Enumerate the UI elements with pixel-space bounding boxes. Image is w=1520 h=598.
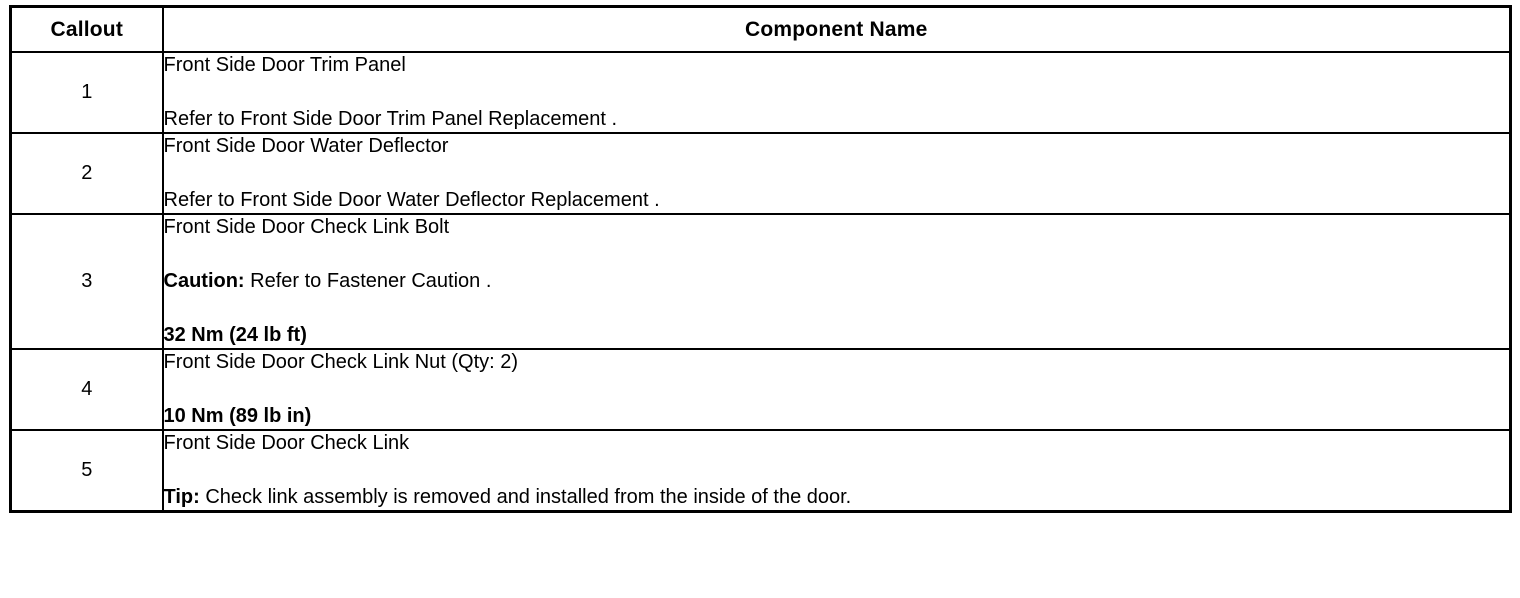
description-text: Check link assembly is removed and installed from the inside of the door. [199,486,852,508]
description-line [164,431,1510,456]
description-text: Front Side Door Check Link Bolt [163,216,450,238]
component-description [163,349,1511,430]
column-header-component-name: Component Name [163,7,1511,53]
table-row [11,133,1511,214]
description-text: Front Side Door Check Link [163,432,410,454]
torque-spec: 32 Nm (24 lb ft) [163,324,307,346]
column-header-callout: Callout [11,7,163,53]
description-line [164,215,1510,240]
component-description [163,214,1511,349]
description-line-tip [164,485,1510,510]
table-body [11,52,1511,512]
description-text: Refer to Fastener Caution . [244,270,492,292]
callout-number: 1 [11,52,163,133]
component-table [9,5,1512,513]
description-text: Front Side Door Trim Panel [163,54,406,76]
description-text: Refer to Front Side Door Water Deflector Replacement . [163,189,660,211]
torque-spec: 10 Nm (89 lb in) [163,405,312,427]
caution-label: Caution: [163,270,245,292]
table-row [11,214,1511,349]
table-row [11,52,1511,133]
table-row [11,349,1511,430]
description-line [164,350,1510,375]
description-line [164,188,1510,213]
table-row [11,430,1511,512]
description-line [164,107,1510,132]
callout-number: 3 [11,214,163,349]
callout-number: 4 [11,349,163,430]
tip-label: Tip: [163,486,200,508]
description-text: Refer to Front Side Door Trim Panel Replacement . [163,108,618,130]
callout-number: 2 [11,133,163,214]
component-description [163,133,1511,214]
description-text: Front Side Door Water Deflector [163,135,449,157]
component-description [163,430,1511,512]
callout-number: 5 [11,430,163,512]
description-text: Front Side Door Check Link Nut (Qty: 2) [163,351,519,373]
description-line-caution [164,269,1510,294]
description-line [164,134,1510,159]
component-description [163,52,1511,133]
table-header-row [11,7,1511,53]
description-line [164,53,1510,78]
